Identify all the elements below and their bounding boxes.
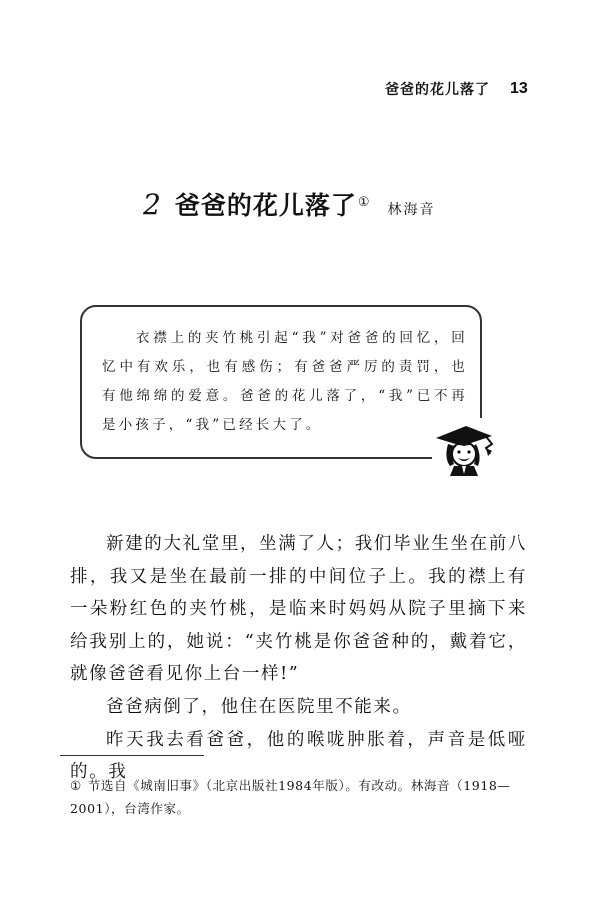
graduate-student-mascot-icon — [432, 418, 498, 476]
footnote — [70, 774, 528, 820]
running-head-title: 爸爸的花儿落了 — [385, 82, 490, 98]
footnote-marker[interactable]: ① — [357, 195, 370, 210]
chapter-heading — [143, 186, 436, 222]
author-name: 林海音 — [387, 202, 436, 218]
chapter-number: 2 — [143, 188, 161, 221]
chapter-title: 爸爸的花儿落了 — [174, 191, 357, 220]
paragraph: 爸爸病倒了，他住在医院里不能来。 — [106, 696, 412, 717]
footnote-divider — [60, 755, 204, 756]
intro-box — [80, 305, 482, 459]
paragraph: 新建的大礼堂里，坐满了人；我们毕业生坐在前八排，我又是坐在最前一排的中间位子上。我的襟上有一朵粉红色的夹竹桃，是临来时妈妈从院子里摘下来给我别上的，她说：“夹竹桃是你爸爸种的，戴着它，就像爸爸看见你上台一样!” — [70, 534, 527, 685]
footnote-number: ① — [70, 778, 82, 793]
footnote-text: 节选自《城南旧事》（北京出版社1984年版）。有改动。林海音（1918—2001），台湾作家。 — [70, 778, 511, 816]
page-number: 13 — [510, 80, 528, 97]
running-head — [385, 74, 545, 104]
intro-text: 衣襟上的夹竹桃引起“我”对爸爸的回忆，回忆中有欢乐，也有感伤；有爸爸严厉的责罚，也有他绵绵的爱意。爸爸的花儿落了，“我”已不再是小孩子，“我”已经长大了。 — [102, 330, 468, 433]
paragraph: 昨天我去看爸爸，他的喉咙肿胀着，声音是低哑的。我 — [70, 729, 527, 783]
body-text — [70, 528, 527, 789]
